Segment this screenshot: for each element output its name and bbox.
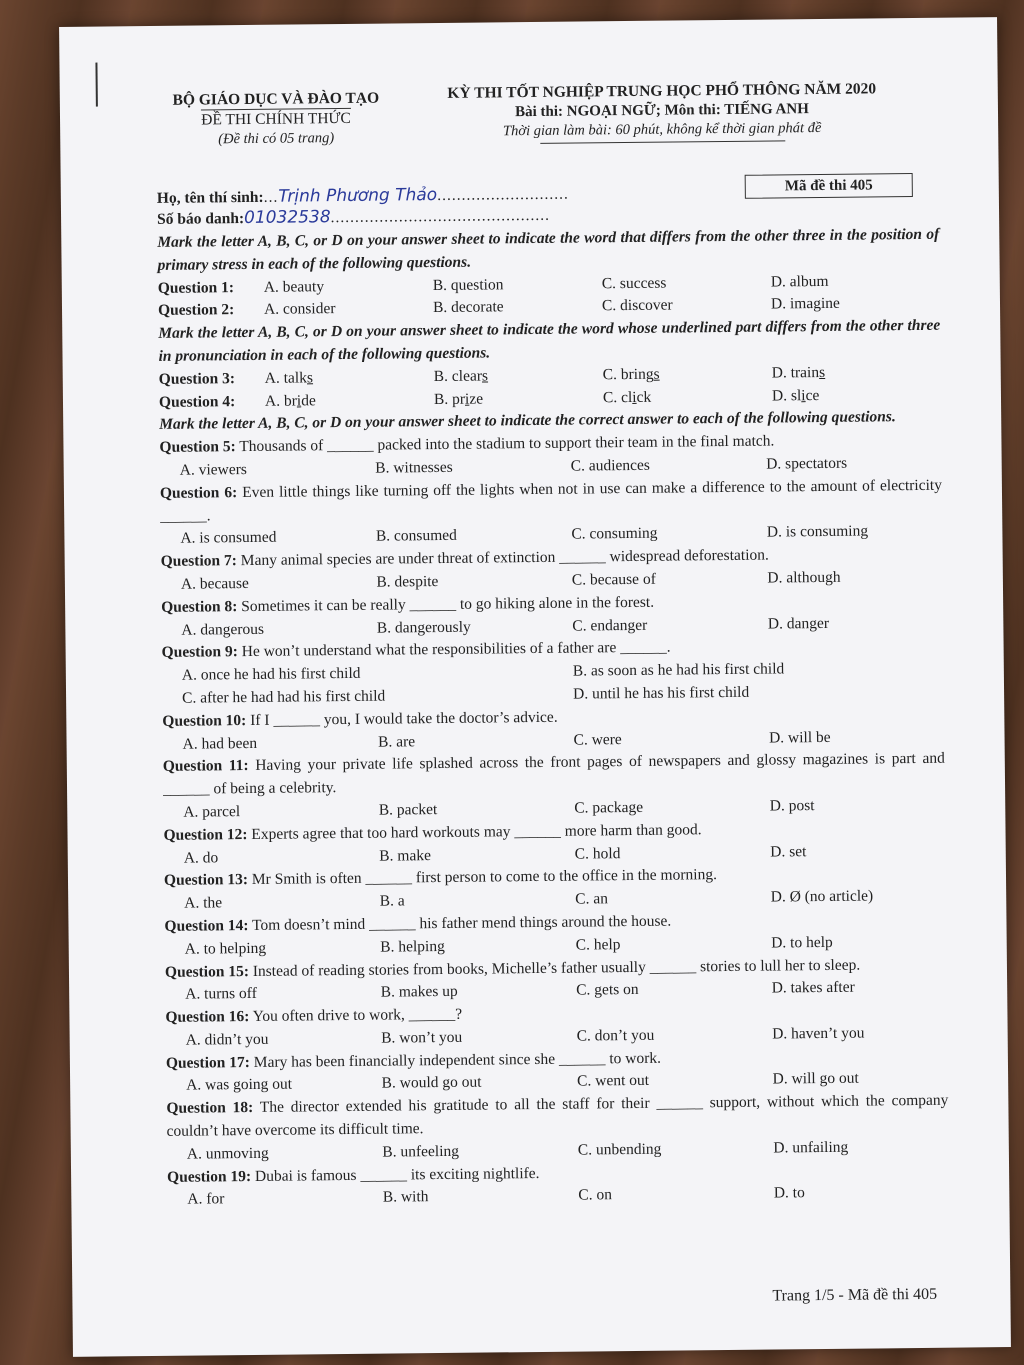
q19-option-d: D. to [773,1184,805,1202]
ministry-name: BỘ GIÁO DỤC VÀ ĐÀO TẠO [172,89,380,109]
q5-option-c: C. audiences [570,456,650,475]
q13-option-b: B. a [379,892,405,910]
q17-option-a: A. was going out [186,1076,293,1095]
q11-option-a: A. parcel [183,803,241,821]
q15-option-d: D. takes after [771,978,855,997]
q12-option-a: A. do [183,848,219,867]
q8-option-a: A. dangerous [181,620,265,639]
q2-option-c: C. discover [601,296,673,315]
question-7: Question 7: Many animal species are under threat of extinction ______ widespread deforestation. [160,546,769,571]
page-footer: Trang 1/5 - Mã đề thi 405 [772,1285,938,1305]
questions [157,224,949,1212]
q13-option-a: A. the [184,894,223,912]
q19-option-c: C. on [578,1186,613,1205]
question-3: Question 3: A. talks B. clears C. brings D. trains [159,361,941,392]
header-left [156,89,397,149]
question-4: Question 4: A. bride B. prize C. click D. slice [159,383,941,414]
q9-option-d: D. until he has his first child [572,683,750,703]
q13-option-c: C. an [575,890,609,908]
question-12: Question 12: Experts agree that too hard workouts may ______ more harm than good. [163,820,702,844]
instruction-pronunciation: Mark the letter A, B, C, or D on your answer sheet to indicate the word whose underlined part differs from the other three in pronunciation in each of the following questions. [158,316,941,365]
q7-option-d: D. although [767,568,841,587]
q11-option-d: D. post [769,797,815,815]
q6-option-c: C. consuming [571,525,658,543]
q4-option-c: C. click [602,388,652,406]
q9-option-a: A. once he had his first child [181,664,361,684]
official-label: ĐỀ THI CHÍNH THỨC [201,109,351,129]
q19-option-a: A. for [187,1190,225,1209]
q9-option-c: C. after he had had his first child [182,687,386,707]
q5-option-a: A. viewers [179,460,247,479]
candidate-name: Trịnh Phương Thảo [278,184,438,207]
q15-option-c: C. gets on [576,981,639,999]
q4-option-a: A. bride [264,391,316,410]
question-10: Question 10: If I ______ you, I would take the doctor’s advice. [162,708,558,730]
q18-option-a: A. unmoving [186,1144,269,1163]
q13-option-d: D. Ø (no article) [770,887,874,906]
q1-option-d: D. album [770,272,829,291]
q17-option-b: B. would go out [381,1074,482,1093]
q2-option-a: A. consider [263,300,336,319]
q1-option-c: C. success [601,274,667,292]
q7-option-a: A. because [180,574,249,593]
id-label: Số báo danh: [156,210,245,228]
q10-option-b: B. are [377,732,416,751]
q8-option-c: C. endanger [572,616,648,635]
q11-option-c: C. package [574,798,644,817]
question-1: Question 1: A. beauty B. question C. success D. album [158,269,940,300]
question-15: Question 15: Instead of reading stories from books, Michelle’s father usually ______ stories to lull her to sleep. [164,956,861,981]
question-13: Question 13: Mr Smith is often ______ first person to come to the office in the morning. [163,866,717,890]
q8-option-b: B. dangerously [376,618,471,637]
q14-option-a: A. to helping [184,939,267,958]
q16-option-d: D. haven’t you [772,1024,865,1043]
q3-option-d: D. trains [771,363,826,382]
pen-mark [95,63,97,107]
question-18: Question 18: The director extended his gratitude to all the staff for their ______ support, without which the company couldn’t have overcome its difficult time. [166,1091,949,1140]
q14-option-b: B. helping [380,937,445,956]
q5-option-b: B. witnesses [375,458,453,477]
q3-option-b: B. clears [433,367,489,385]
question-11: Question 11: Having your private life splashed across the front pages of newspapers and glossy magazines is part and ______ of being a celebrity. [162,750,945,799]
q10-option-d: D. will be [768,728,831,747]
q9-option-b: B. as soon as he had his first child [572,660,785,680]
q10-option-c: C. were [573,730,622,749]
candidate-id: 01032538 [243,207,331,229]
q17-option-c: C. went out [577,1072,650,1091]
page-count: (Đề thi có 05 trang) [218,130,335,148]
q12-option-d: D. set [770,842,807,861]
exam-paper [59,17,1011,1357]
q18-option-c: C. unbending [577,1140,662,1159]
q15-option-a: A. turns off [185,985,257,1003]
q19-option-b: B. with [382,1188,429,1207]
candidate-info: Họ, tên thí sinh:...Trịnh Phương Thảo........................... Số báo danh:01032538............................................. [156,184,569,229]
q14-option-c: C. help [575,935,621,954]
q2-option-b: B. decorate [432,298,504,317]
exam-time: Thời gian làm bài: 60 phút, không kể thời gian phát đề [502,119,822,140]
question-9: Question 9: He won’t understand what the responsibilities of a father are ______. [161,638,671,662]
q6-option-d: D. is consuming [766,522,869,541]
q10-option-a: A. had been [182,734,258,753]
question-16: Question 16: You often drive to work, ______? [165,1005,463,1026]
q18-option-b: B. unfeeling [382,1142,460,1161]
q4-option-d: D. slice [771,386,820,405]
q6-option-b: B. consumed [375,527,457,546]
q1-option-a: A. beauty [263,277,325,296]
q1-option-b: B. question [432,275,504,294]
q18-option-d: D. unfailing [773,1138,849,1157]
instruction-correct: Mark the letter A, B, C, or D on your answer sheet to indicate the correct answer to each of the following questions. [159,408,896,434]
question-14: Question 14: Tom doesn’t mind ______ his father mend things around the house. [164,912,672,935]
q8-option-d: D. danger [767,614,830,633]
question-17: Question 17: Mary has been financially independent since she ______ to work. [165,1049,662,1072]
q15-option-b: B. makes up [380,983,458,1001]
q7-option-b: B. despite [376,572,439,591]
question-19: Question 19: Dubai is famous ______ its exciting nightlife. [167,1164,540,1186]
question-2: Question 2: A. consider B. decorate C. discover D. imagine [158,292,940,323]
q16-option-b: B. won’t you [381,1028,463,1047]
question-6: Question 6: Even little things like turning off the lights when not in use can make a difference to the amount of electricity ______. [159,476,943,525]
q6-option-a: A. is consumed [180,529,277,548]
q12-option-b: B. make [379,846,431,865]
q2-option-d: D. imagine [770,295,840,313]
name-label: Họ, tên thí sinh: [156,188,264,207]
q12-option-c: C. hold [574,844,621,863]
exam-code-box: Mã đề thi 405 [745,173,913,199]
header-right [412,80,913,145]
exam-subject: Bài thi: NGOẠI NGỮ; Môn thi: TIẾNG ANH [515,101,809,121]
q4-option-b: B. prize [433,390,484,408]
q3-option-c: C. brings [602,365,660,384]
divider [540,140,785,144]
question-8: Question 8: Sometimes it can be really ______ to go hiking alone in the forest. [161,593,655,616]
question-5: Question 5: Thousands of ______ packed into the stadium to support their team in the final match. [159,432,775,457]
exam-title: KỲ THI TỐT NGHIỆP TRUNG HỌC PHỔ THÔNG NĂM 2020 [447,80,877,102]
q16-option-c: C. don’t you [576,1026,655,1045]
q7-option-c: C. because of [571,570,656,589]
q17-option-d: D. will go out [772,1070,859,1089]
q3-option-a: A. talks [264,369,314,387]
q11-option-b: B. packet [378,800,438,819]
q16-option-a: A. didn’t you [185,1030,269,1049]
instruction-stress: Mark the letter A, B, C, or D on your answer sheet to indicate the word that differs from the other three in the position of primary stress in each of the following questions. [157,225,940,274]
q14-option-d: D. to help [771,933,833,952]
q5-option-d: D. spectators [766,454,848,473]
